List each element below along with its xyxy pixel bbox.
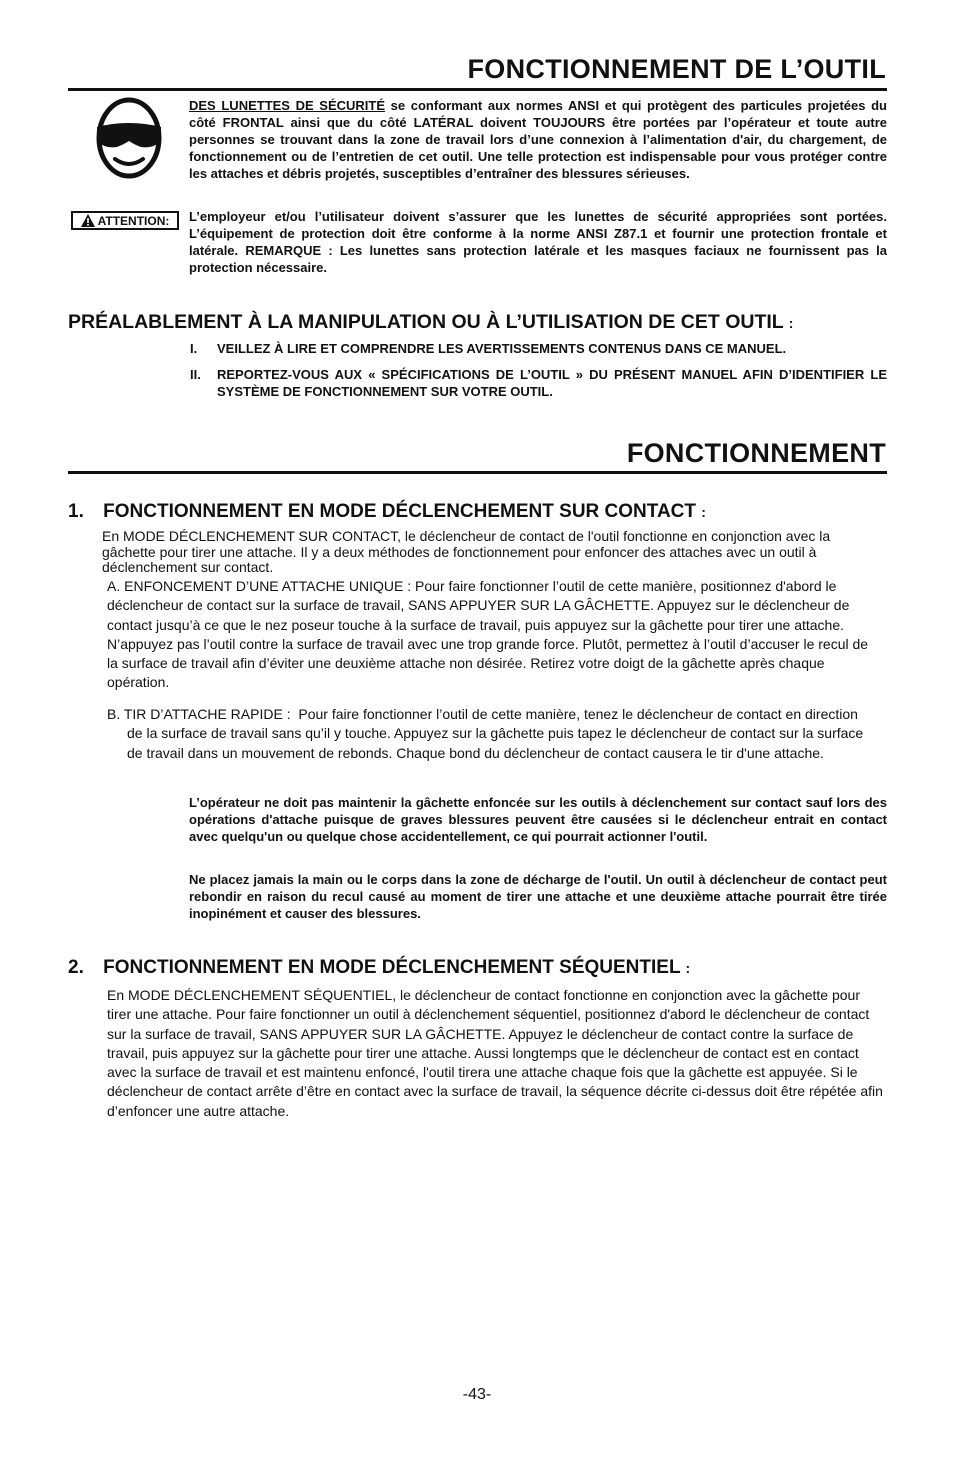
attention-badge (71, 211, 179, 230)
list-item (190, 366, 887, 402)
attention-label: ATTENTION: (97, 213, 170, 228)
warning-triangle-icon (81, 214, 95, 227)
section1-method-a: A. ENFONCEMENT D’UNE ATTACHE UNIQUE : Pour faire fonctionner l’outil de cette manière, positionnez d'abord le déclencheur de contact sur la surface de travail, SANS APPUYER SUR LA GÂCHETTE. Appuyez sur le déclencheur de contact jusqu’à ce que le nez poseur touche à la surface de travail, puis appuyez sur la gâchette pour tirer une attache. N’appuyez pas l’outil contre la surface de travail avec une trop grande force. Plutôt, permettez à l’outil d’accuser le recul de la surface de travail afin d’éviter une deuxième attache non désirée. Retirez votre doigt de la gâchette après chaque opération. (107, 578, 869, 691)
section-rule (68, 471, 887, 474)
attention-text: L’employeur et/ou l’utilisateur doivent s’assurer que les lunettes de sécurité appropriées sont portées. L’équipement de protection doit être conforme à la norme ANSI Z87.1 et fournir une protection frontale et latérale. REMARQUE : Les lunettes sans protection latérale et les masques faciaux ne fournissent pas la protection nécessaire. (189, 209, 887, 275)
section2-heading (68, 957, 690, 979)
method-b-text: Pour faire fonctionner l’outil de cette manière, tenez le déclencheur de contact en direction de la surface de travail sans qu’il y touche. Appuyez sur la gâchette puis tapez le déclencheur de contact sur la surface de travail dans un mouvement de rebonds. Chaque bond du déclencheur de contact causera le tir d'une attache. (127, 706, 864, 761)
section2-number: 2. (68, 957, 84, 978)
section2-text: En MODE DÉCLENCHEMENT SÉQUENTIEL, le déclencheur de contact fonctionne en conjonction avec la gâchette pour tirer une attache. Pour faire fonctionner un outil à déclenchement séquentiel, positionnez d'abord le déclencheur de contact sur la surface de travail, SANS APPUYER SUR LA GÂCHETTE. Appuyez le déclencheur de contact contre la surface de travail, puis appuyez sur la gâchette pour tirer une attache. Aussi longtemps que le déclencheur de contact est en contact avec la surface de travail et est maintenu enfoncé, l'outil tirera une attache chaque fois que la gâchette est appuyée. Si le déclencheur de contact arrête d’être en contact avec la surface de travail, la séquence décrite ci-dessus doit être répétée afin d’enfoncer une autre attache. (107, 987, 883, 1119)
list-item-number: I. (190, 341, 198, 356)
list-item-text: VEILLEZ À LIRE ET COMPRENDRE LES AVERTISSEMENTS CONTENUS DANS CE MANUEL. (217, 341, 787, 356)
section1-heading-colon: : (701, 504, 706, 520)
section1-intro: En MODE DÉCLENCHEMENT SUR CONTACT, le déclencheur de contact de l'outil fonctionne en conjonction avec la gâchette pour tirer une attache. Il y a deux méthodes de fonctionnement pour enfoncer des attaches avec un outil à déclenchement sur contact. (102, 528, 831, 575)
prior-heading-text: PRÉALABLEMENT À LA MANIPULATION OU À L’UTILISATION DE CET OUTIL (68, 311, 784, 333)
goggles-warning-lead: DES LUNETTES DE SÉCURITÉ (189, 98, 386, 113)
page-title: FONCTIONNEMENT DE L’OUTIL (467, 54, 886, 84)
section1-warning-2: Ne placez jamais la main ou le corps dans la zone de décharge de l'outil. Un outil à déclencheur de contact peut rebondir en raison du recul causé au moment de tirer une attache et une deuxième attache pourrait être tirée inopinément et causer des blessures. (189, 872, 887, 921)
page-number: -43- (462, 1386, 492, 1403)
section1-number: 1. (68, 501, 84, 522)
title-rule (68, 88, 887, 91)
section1-heading-text: FONCTIONNEMENT EN MODE DÉCLENCHEMENT SUR CONTACT (103, 501, 696, 522)
list-item-text: REPORTEZ-VOUS AUX « SPÉCIFICATIONS DE L’OUTIL » DU PRÉSENT MANUEL AFIN D’IDENTIFIER LE SYSTÈME DE FONCTIONNEMENT SUR VOTRE OUTIL. (217, 367, 887, 399)
list-item (190, 340, 887, 360)
prior-heading-colon: : (788, 315, 794, 331)
section1-heading (68, 501, 706, 523)
section1-method-b (107, 705, 877, 763)
goggles-warning-text: se conformant aux normes ANSI et qui protègent des particules projetées du côté FRONTAL ainsi que du côté LATÉRAL doivent TOUJOURS être portées par l’opérateur et toute autre personnes se trouvant dans la zone de travail lors d’une connexion à l’alimentation d'air, du chargement, de fonctionnement ou de l’entretien de cet outil. Une telle protection est indispensable pour vous protéger contre les attaches et débris projetés, susceptibles d’entraîner des blessures sérieuses. (189, 98, 887, 181)
goggles-warning (189, 97, 887, 182)
method-b-label: B. TIR D’ATTACHE RAPIDE : (107, 706, 291, 722)
prior-heading (68, 311, 793, 334)
list-item-number: II. (190, 367, 201, 382)
section2-heading-text: FONCTIONNEMENT EN MODE DÉCLENCHEMENT SÉQUENTIEL (103, 957, 681, 978)
section-title: FONCTIONNEMENT (626, 438, 886, 468)
section2-heading-colon: : (685, 960, 691, 976)
safety-goggles-icon (95, 97, 163, 179)
section1-warning-1: L’opérateur ne doit pas maintenir la gâchette enfoncée sur les outils à déclenchement sur contact sauf lors des opérations d'attache puisque de graves blessures peuvent être causées si le déclencheur entrait en contact avec quelqu'un ou quelque chose accidentellement, ce qui pourrait actionner l'outil. (189, 795, 887, 844)
